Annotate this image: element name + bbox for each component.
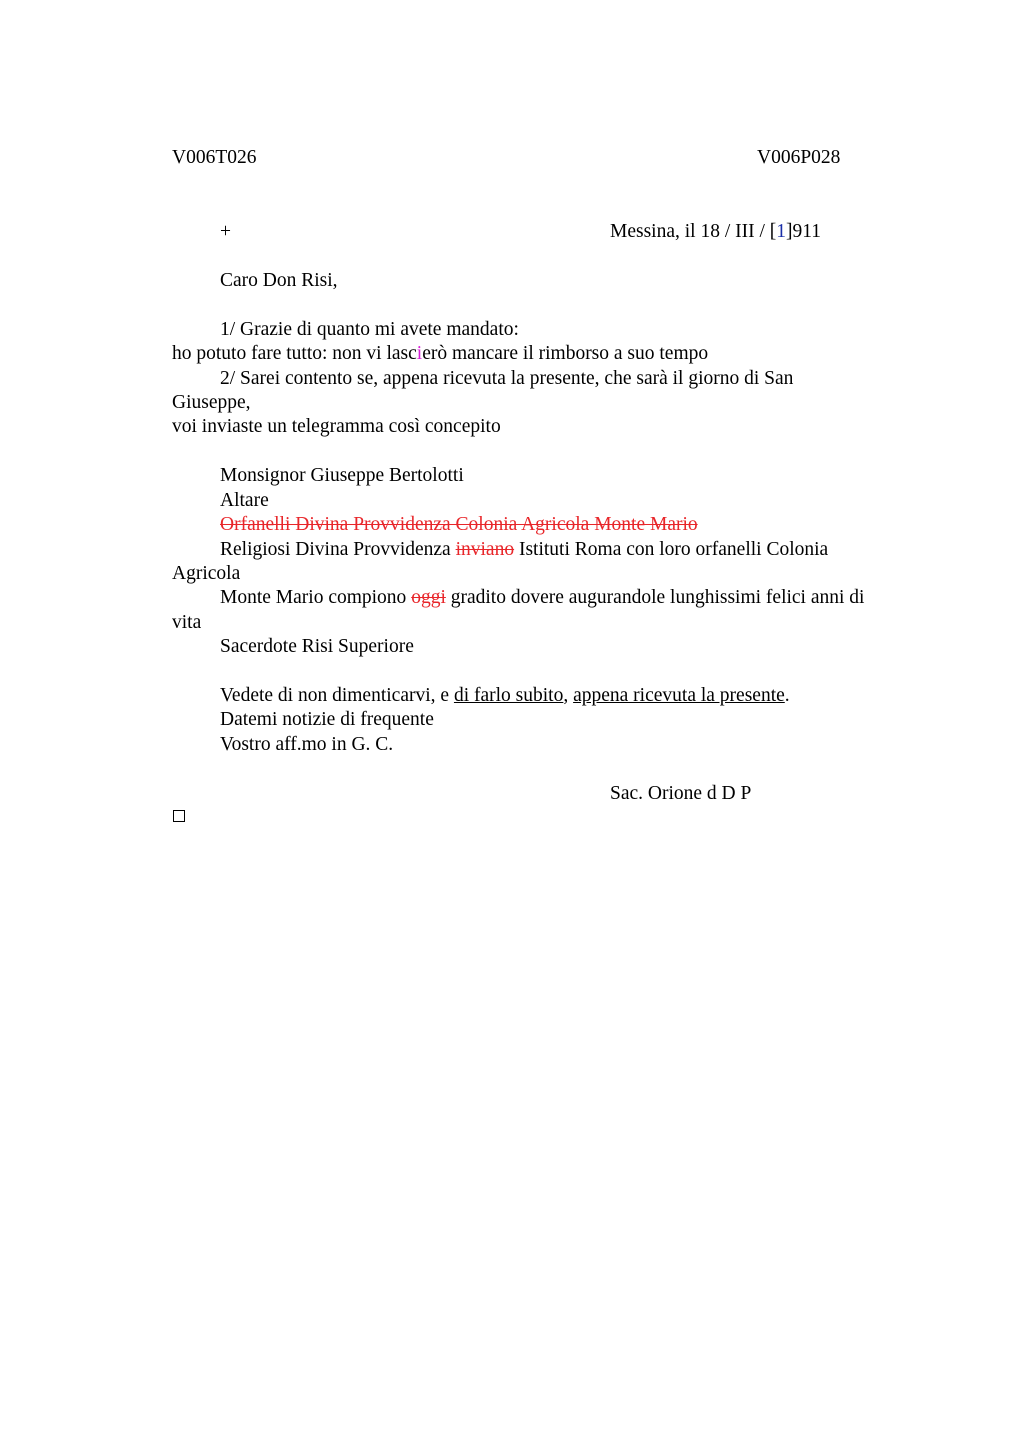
telegram-recipient: Monsignor Giuseppe Bertolotti [220,465,464,486]
telegram-line-5 [220,586,864,610]
tg-line5-end: gradito dovere augurandole lunghissimi felici anni di [445,587,865,608]
tg-line4-struck-word: inviano [455,539,515,560]
tg-line4-start: Religiosi Divina Provvidenza [220,539,456,560]
closing-line-3: Vostro aff.mo in G. C. [220,734,394,755]
closing-period: . [784,685,790,706]
signature: Sac. Orione d D P [610,783,752,804]
header-left-code: V006T026 [172,147,257,168]
telegram-line-5-wrap: vita [172,612,202,633]
date-prefix: Messina, il 18 / III / [ [610,221,777,242]
paragraph-2-line-3: voi inviaste un telegramma così concepito [172,416,501,437]
header-right-code: V006P028 [757,147,841,168]
telegram-line-4 [220,538,828,562]
paragraph-2-line-1: 2/ Sarei contento se, appena ricevuta la presente, che sarà il giorno di San [220,368,794,389]
tg-line5-struck-word: oggi [411,587,446,608]
date-suffix: ]911 [786,221,822,242]
salutation: Caro Don Risi, [220,270,338,291]
telegram-struck-line: Orfanelli Divina Provvidenza Colonia Agricola Monte Mario [220,514,698,535]
closing-underlined-2: appena ricevuta la presente [573,685,785,706]
paragraph-1-line-1: 1/ Grazie di quanto mi avete mandato: [220,319,519,340]
cross-symbol: + [220,221,231,242]
closing-separator: , [563,685,574,706]
paragraph-1-line-2 [172,342,708,366]
paragraph-2-line-2: Giuseppe, [172,392,251,413]
p1-line2-start: ho potuto fare tutto: non vi lasc [172,343,417,364]
telegram-signature: Sacerdote Risi Superiore [220,636,414,657]
closing-line-1 [220,684,790,708]
letter-date [610,220,821,244]
closing-start: Vedete di non dimenticarvi, e [220,685,454,706]
tg-line5-start: Monte Mario compiono [220,587,412,608]
closing-underlined-1: di farlo subito [453,685,564,706]
tg-line4-end: Istituti Roma con loro orfanelli Colonia [514,539,829,560]
telegram-line-4-wrap: Agricola [172,563,241,584]
date-bracket-digit: 1 [776,221,787,242]
closing-line-2: Datemi notizie di frequente [220,709,434,730]
telegram-address: Altare [220,490,269,511]
end-box-icon [173,810,185,822]
p1-inserted-letter: i [416,343,423,364]
p1-line2-end: erò mancare il rimborso a suo tempo [422,343,709,364]
